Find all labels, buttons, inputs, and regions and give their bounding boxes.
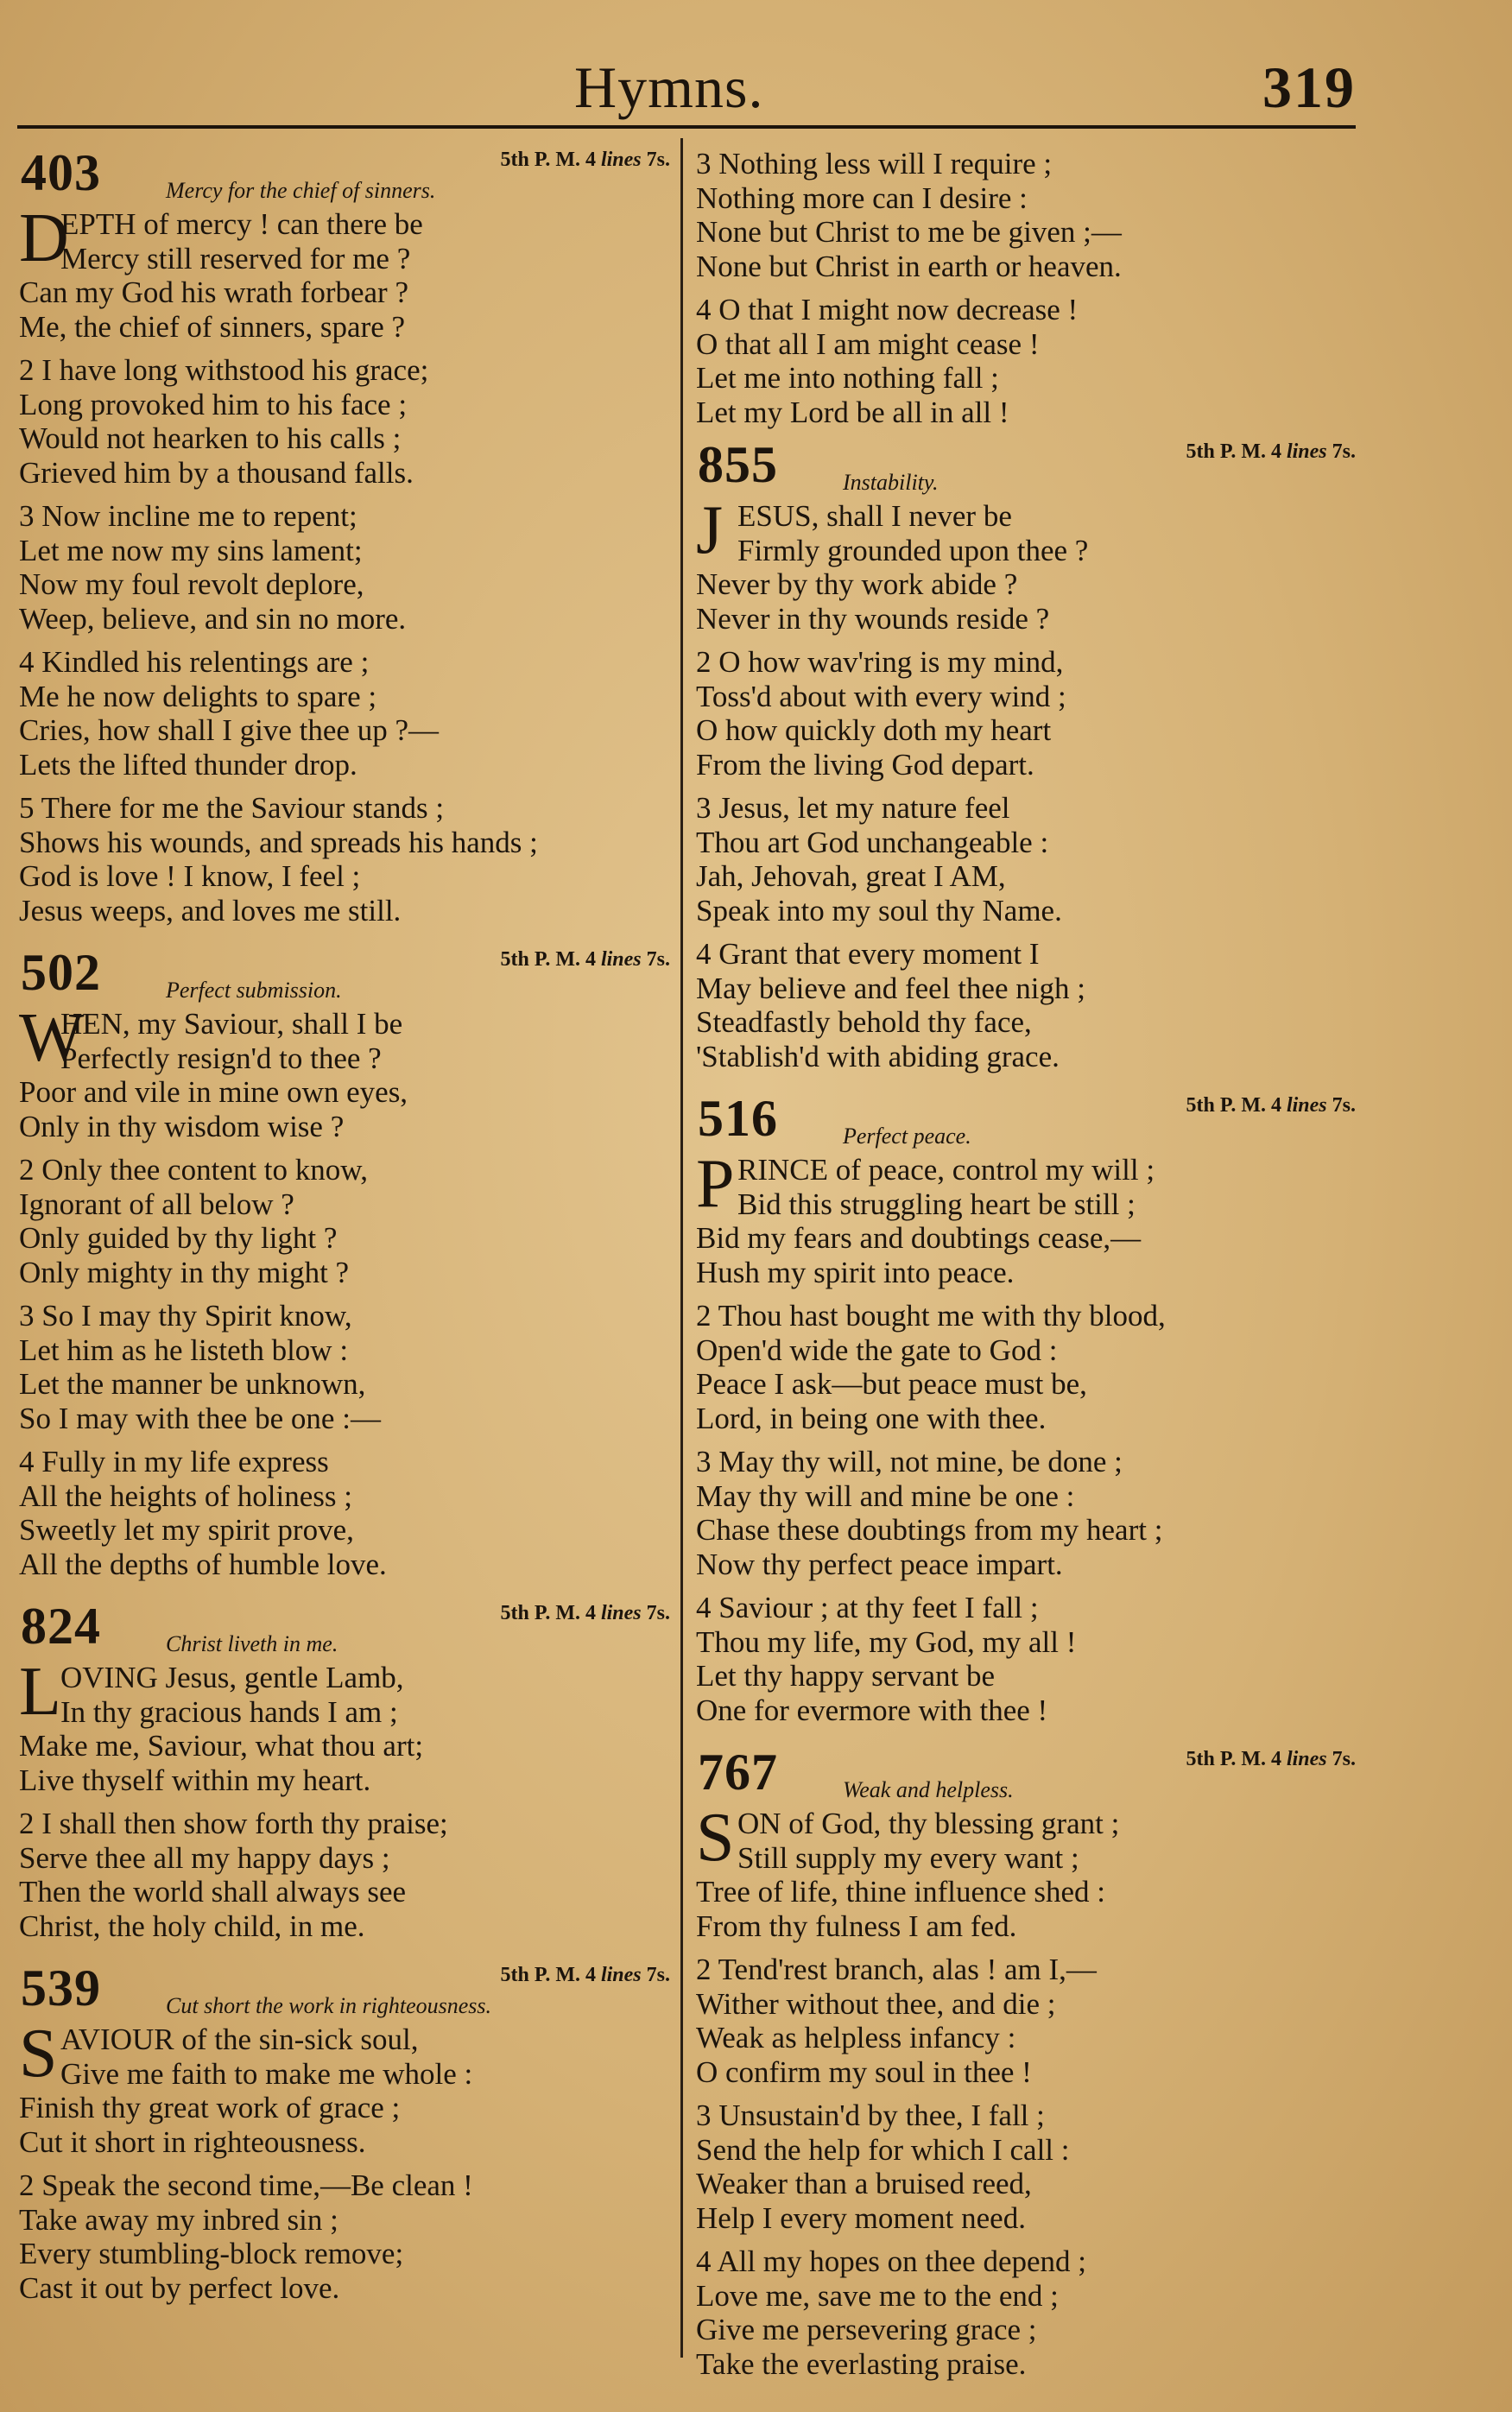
- verse-line: 4 Grant that every moment I: [696, 937, 1040, 971]
- hymn-header: [19, 144, 675, 207]
- verse-line: One for evermore with thee !: [696, 1693, 1048, 1727]
- verse-line: Still supply my every want ;: [737, 1840, 1079, 1875]
- hymn-number: 824: [21, 1598, 101, 1655]
- verse-line: O confirm my soul in thee !: [696, 2054, 1032, 2089]
- stanza: [19, 200, 675, 344]
- stanza: [19, 791, 675, 927]
- stanza: [19, 499, 675, 636]
- stanza: [696, 645, 1361, 782]
- hymn-824: [19, 1600, 675, 1943]
- verse-line: Grieved him by a thousand falls.: [19, 455, 414, 490]
- verse-line: Finish thy great work of grace ;: [19, 2091, 401, 2124]
- first-line: D EPTH of mercy ! can there be: [19, 200, 423, 276]
- page-header: [17, 43, 1356, 121]
- verse-line: Can my God his wrath forbear ?: [19, 275, 408, 309]
- verse-line: 2 O how wav'ring is my mind,: [696, 645, 1064, 679]
- hymn-516: [696, 1092, 1361, 1727]
- verse-line: Speak into my soul thy Name.: [696, 893, 1062, 927]
- hymn-title: Perfect submission.: [166, 978, 342, 1003]
- verse-line: Hush my spirit into peace.: [696, 1255, 1015, 1289]
- verse-line: Shows his wounds, and spreads his hands ;: [19, 825, 538, 859]
- stanza: [696, 1146, 1361, 1289]
- verse-line: Would not hearken to his calls ;: [19, 421, 402, 455]
- verse-line: 2 I have long withstood his grace;: [19, 353, 429, 387]
- hymn-number: 855: [698, 436, 778, 493]
- hymn-meter: 5th P. M. 4 lines 7s.: [1186, 1748, 1356, 1770]
- hymn-header: [19, 1600, 675, 1661]
- verse-line: Cries, how shall I give thee up ?—: [19, 713, 440, 747]
- verse-line: 2 Tend'rest branch, alas ! am I,—: [696, 1953, 1097, 1986]
- verse-line: Bid my fears and doubtings cease,—: [696, 1221, 1142, 1255]
- verse-line: Every stumbling-block remove;: [19, 2237, 404, 2270]
- verse-line: O how quickly doth my heart: [696, 713, 1052, 747]
- hymn-539: [19, 1959, 675, 2305]
- verse-line: Poor and vile in mine own eyes,: [19, 1075, 408, 1109]
- verse-line: Firmly grounded upon thee ?: [737, 533, 1089, 567]
- first-line: P RINCE of peace, control my will ;: [696, 1146, 1155, 1222]
- hymn-767: [696, 1746, 1361, 2381]
- verse-line: Nothing more can I desire :: [696, 180, 1028, 215]
- verse-line: 3 So I may thy Spirit know,: [19, 1299, 352, 1333]
- first-line: S ON of God, thy blessing grant ;: [696, 1800, 1120, 1876]
- stanza: [19, 1807, 675, 1943]
- verse-line: Lets the lifted thunder drop.: [19, 747, 357, 782]
- hymn-continuation: [696, 147, 1361, 429]
- verse-line: Me he now delights to spare ;: [19, 679, 377, 713]
- hymn-title: Weak and helpless.: [843, 1777, 1014, 1802]
- verse-line: God is love ! I know, I feel ;: [19, 859, 361, 893]
- hymn-number: 502: [21, 944, 101, 1001]
- verse-line: Sweetly let my spirit prove,: [19, 1513, 354, 1547]
- stanza: [696, 2244, 1361, 2381]
- hymn-meter: 5th P. M. 4 lines 7s.: [1186, 1094, 1356, 1117]
- hymn-header: [696, 436, 1361, 499]
- stanza: [696, 1800, 1361, 1943]
- stanza: [696, 937, 1361, 1073]
- stanza: [696, 1953, 1361, 2089]
- verse-line: Jah, Jehovah, great I AM,: [696, 859, 1006, 893]
- column-divider: [680, 138, 683, 2358]
- verse-line: Chase these doubtings from my heart ;: [696, 1513, 1163, 1547]
- hymn-502: [19, 946, 675, 1581]
- verse-line: Let me now my sins lament;: [19, 533, 363, 567]
- verse-line: Let my Lord be all in all !: [696, 395, 1009, 429]
- stanza: [696, 1445, 1361, 1581]
- verse-line: Weaker than a bruised reed,: [696, 2167, 1032, 2200]
- stanza: [19, 2016, 675, 2159]
- verse-line: Ignorant of all below ?: [19, 1187, 294, 1221]
- verse-line: Give me persevering grace ;: [696, 2313, 1037, 2346]
- verse-line: Make me, Saviour, what thou art;: [19, 1729, 424, 1763]
- hymn-title: Mercy for the chief of sinners.: [166, 178, 436, 203]
- verse-line: None but Christ to me be given ;—: [696, 215, 1122, 249]
- verse-line: Jesus weeps, and loves me still.: [19, 893, 402, 927]
- stanza: [19, 1445, 675, 1581]
- verse-line: Let thy happy servant be: [696, 1659, 996, 1693]
- verse-line: 4 Saviour ; at thy feet I fall ;: [696, 1591, 1039, 1624]
- verse-line: All the heights of holiness ;: [19, 1478, 352, 1513]
- drop-cap: W: [19, 1000, 85, 1076]
- hymn-header: [696, 1746, 1361, 1807]
- verse-line: 4 All my hopes on thee depend ;: [696, 2244, 1087, 2278]
- stanza: [19, 2168, 675, 2305]
- verse-line: Never in thy wounds reside ?: [696, 601, 1050, 636]
- verse-line: Only guided by thy light ?: [19, 1221, 338, 1255]
- verse-line: Give me faith to make me whole :: [60, 2056, 473, 2091]
- stanza: [19, 645, 675, 782]
- verse-line: Live thyself within my heart.: [19, 1763, 371, 1797]
- verse-line: Thou my life, my God, my all !: [696, 1624, 1077, 1659]
- verse-line: Only mighty in thy might ?: [19, 1255, 350, 1289]
- verse-line: Only in thy wisdom wise ?: [19, 1109, 345, 1143]
- verse-line: 3 Unsustain'd by thee, I fall ;: [696, 2099, 1045, 2132]
- verse-line: Mercy still reserved for me ?: [60, 241, 411, 275]
- verse-line: Now my foul revolt deplore,: [19, 567, 364, 601]
- right-column: [696, 147, 1361, 2400]
- verse-line: Now thy perfect peace impart.: [696, 1547, 1063, 1581]
- hymn-header: [19, 946, 675, 1007]
- verse-line: Steadfastly behold thy face,: [696, 1005, 1032, 1039]
- verse-line: Send the help for which I call :: [696, 2132, 1070, 2167]
- verse-line: 2 I shall then show forth thy praise;: [19, 1807, 448, 1840]
- verse-line: O that all I am might cease !: [696, 326, 1040, 361]
- verse-line: Love me, save me to the end ;: [696, 2278, 1059, 2313]
- page-number: 319: [1262, 54, 1356, 120]
- drop-cap: P: [696, 1146, 735, 1222]
- drop-cap: J: [696, 492, 724, 568]
- header-rule: [17, 125, 1356, 129]
- verse-line: 3 Nothing less will I require ;: [696, 147, 1053, 180]
- left-column: [19, 144, 675, 2324]
- first-line: W HEN, my Saviour, shall I be: [19, 1000, 403, 1076]
- verse-line: Weep, believe, and sin no more.: [19, 601, 407, 636]
- verse-line: Peace I ask—but peace must be,: [696, 1367, 1087, 1401]
- hymn-number: 767: [698, 1744, 778, 1801]
- stanza: [19, 1000, 675, 1143]
- verse-line: Tree of life, thine influence shed :: [696, 1875, 1105, 1909]
- verse-line: Lord, in being one with thee.: [696, 1401, 1047, 1435]
- verse-line: 3 Jesus, let my nature feel: [696, 791, 1010, 825]
- verse-line: 4 Kindled his relentings are ;: [19, 645, 370, 679]
- drop-cap: S: [696, 1800, 735, 1876]
- first-line: S AVIOUR of the sin-sick soul,: [19, 2016, 419, 2092]
- verse-line: May thy will and mine be one :: [696, 1478, 1075, 1513]
- first-line: L OVING Jesus, gentle Lamb,: [19, 1654, 404, 1730]
- stanza: [19, 353, 675, 490]
- verse-line: Bid this struggling heart be still ;: [737, 1187, 1136, 1221]
- verse-line: 4 Fully in my life express: [19, 1445, 329, 1478]
- stanza: [696, 791, 1361, 927]
- hymn-title: Cut short the work in righteousness.: [166, 1993, 492, 2018]
- verse-line: Christ, the holy child, in me.: [19, 1909, 365, 1943]
- verse-line: Cast it out by perfect love.: [19, 2270, 340, 2305]
- hymn-855: [696, 436, 1361, 1073]
- verse-line: Serve thee all my happy days ;: [19, 1840, 390, 1875]
- verse-line: Let him as he listeth blow :: [19, 1333, 349, 1367]
- drop-cap: S: [19, 2016, 58, 2092]
- verse-line: 3 Now incline me to repent;: [19, 499, 357, 533]
- verse-line: 2 Speak the second time,—Be clean !: [19, 2168, 473, 2202]
- verse-line: Never by thy work abide ?: [696, 567, 1018, 601]
- verse-line: 4 O that I might now decrease !: [696, 293, 1079, 326]
- verse-line: Toss'd about with every wind ;: [696, 679, 1066, 713]
- hymn-meter: 5th P. M. 4 lines 7s.: [500, 1964, 670, 1986]
- verse-line: In thy gracious hands I am ;: [60, 1694, 398, 1729]
- stanza: [696, 2099, 1361, 2235]
- running-title: Hymns.: [574, 54, 764, 120]
- verse-line: Long provoked him to his face ;: [19, 387, 408, 421]
- verse-line: None but Christ in earth or heaven.: [696, 249, 1122, 283]
- verse-line: Open'd wide the gate to God :: [696, 1333, 1058, 1367]
- stanza: [19, 1299, 675, 1435]
- verse-line: Wither without thee, and die ;: [696, 1986, 1056, 2021]
- hymn-meter: 5th P. M. 4 lines 7s.: [500, 1602, 670, 1624]
- verse-line: 2 Thou hast bought me with thy blood,: [696, 1299, 1166, 1333]
- verse-line: Cut it short in righteousness.: [19, 2124, 366, 2159]
- hymn-number: 403: [21, 144, 101, 201]
- hymn-meter: 5th P. M. 4 lines 7s.: [1186, 440, 1356, 463]
- hymn-403: [19, 144, 675, 927]
- verse-line: Let me into nothing fall ;: [696, 361, 999, 395]
- verse-line: Take away my inbred sin ;: [19, 2202, 338, 2237]
- verse-line: 5 There for me the Saviour stands ;: [19, 791, 445, 825]
- verse-line: From thy fulness I am fed.: [696, 1909, 1017, 1943]
- hymn-meter: 5th P. M. 4 lines 7s.: [500, 948, 670, 971]
- hymn-title: Perfect peace.: [843, 1124, 971, 1149]
- verse-line: 'Stablish'd with abiding grace.: [696, 1039, 1060, 1073]
- stanza: [696, 1299, 1361, 1435]
- verse-line: Let the manner be unknown,: [19, 1367, 366, 1401]
- hymn-number: 516: [698, 1090, 778, 1147]
- stanza: [696, 147, 1361, 283]
- stanza: [696, 492, 1361, 636]
- verse-line: Take the everlasting praise.: [696, 2346, 1027, 2381]
- hymn-title: Instability.: [843, 470, 939, 495]
- hymn-number: 539: [21, 1959, 101, 2016]
- verse-line: Perfectly resign'd to thee ?: [60, 1041, 382, 1075]
- verse-line: May believe and feel thee nigh ;: [696, 971, 1085, 1005]
- verse-line: Then the world shall always see: [19, 1875, 407, 1909]
- verse-line: 3 May thy will, not mine, be done ;: [696, 1445, 1123, 1478]
- hymn-title: Christ liveth in me.: [166, 1631, 338, 1656]
- hymn-header: [19, 1959, 675, 2023]
- first-line: J ESUS, shall I never be: [696, 492, 1012, 568]
- verse-line: Help I every moment need.: [696, 2200, 1026, 2235]
- verse-line: 2 Only thee content to know,: [19, 1153, 369, 1187]
- verse-line: So I may with thee be one :—: [19, 1401, 381, 1435]
- drop-cap: D: [19, 200, 69, 276]
- hymn-header: [696, 1092, 1361, 1153]
- stanza: [19, 1654, 675, 1797]
- verse-line: Weak as helpless infancy :: [696, 2021, 1016, 2054]
- verse-line: From the living God depart.: [696, 747, 1034, 782]
- hymn-meter: 5th P. M. 4 lines 7s.: [500, 149, 670, 171]
- stanza: [696, 293, 1361, 429]
- stanza: [19, 1153, 675, 1289]
- drop-cap: L: [19, 1654, 61, 1730]
- stanza: [696, 1591, 1361, 1727]
- verse-line: Me, the chief of sinners, spare ?: [19, 309, 406, 344]
- verse-line: Thou art God unchangeable :: [696, 825, 1049, 859]
- verse-line: All the depths of humble love.: [19, 1547, 387, 1581]
